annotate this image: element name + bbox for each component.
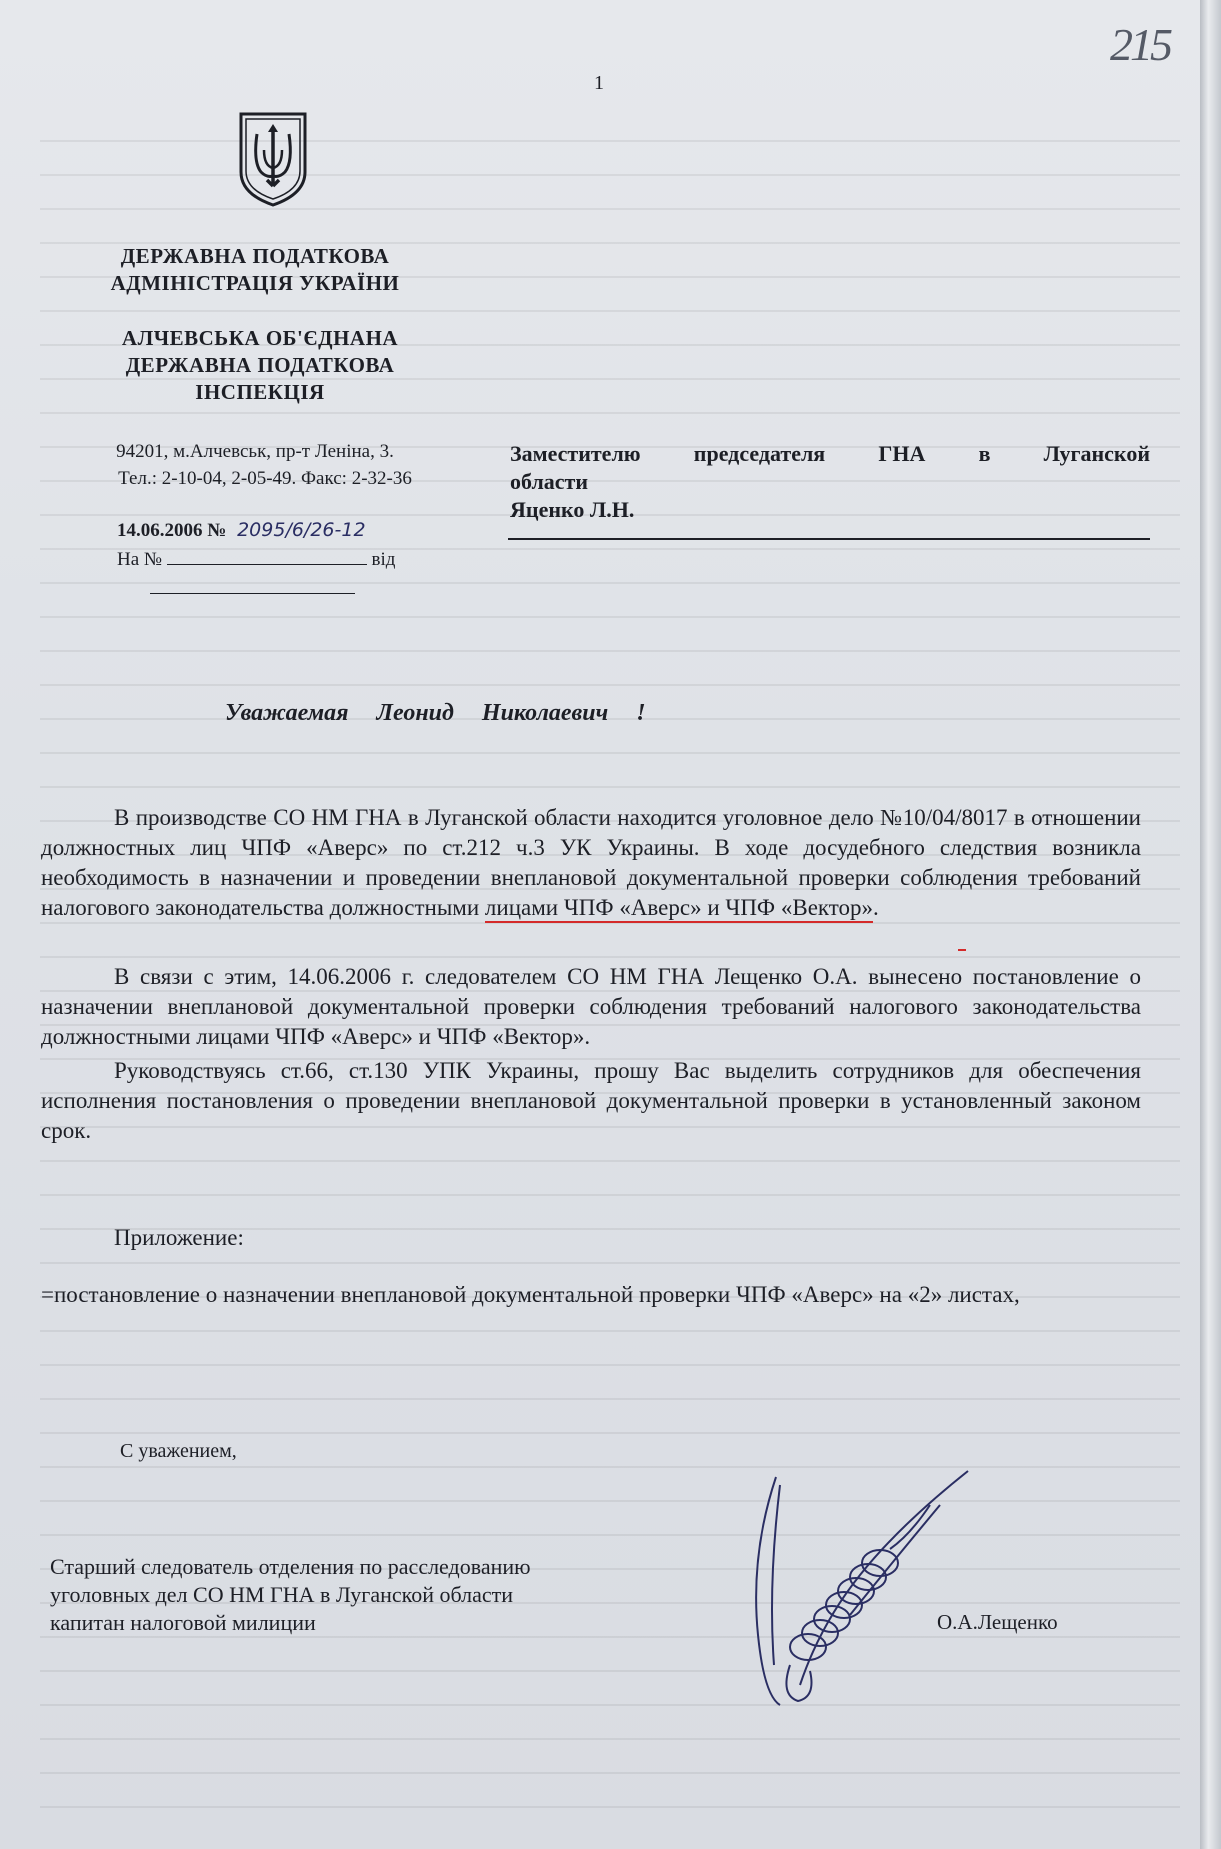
appendix-item: =постановление о назначении внеплановой документальной проверки ЧПФ «Аверс» на «2» листах,: [41, 1282, 1020, 1307]
branch-line2: ДЕРЖАВНА ПОДАТКОВА: [125, 353, 395, 377]
outgoing-number-handwritten: 2095/6/26-12: [237, 519, 366, 541]
org-phones: Тел.: 2-10-04, 2-05-49. Факс: 2-32-36: [118, 468, 412, 489]
org-address: 94201, м.Алчевськ, пр-т Леніна, 3.: [116, 441, 394, 462]
recipient-line1: Заместителю председателя ГНА в Луганской: [510, 441, 1150, 466]
signer-position-line3: капитан налоговой милиции: [50, 1610, 316, 1635]
ref-suffix: від: [371, 549, 396, 570]
org-name-line1: ДЕРЖАВНА ПОДАТКОВА: [120, 244, 390, 268]
red-pen-dash: [958, 949, 966, 951]
branch-line3: ІНСПЕКЦІЯ: [195, 380, 325, 404]
page-edge: [1200, 0, 1221, 1849]
signer-name: О.А.Лещенко: [937, 1610, 1058, 1634]
p1-underlined-text: лицами ЧПФ «Аверс» и ЧПФ «Вектор»: [485, 895, 873, 923]
outgoing-date-number: [117, 519, 366, 542]
body-paragraph-3: Руководствуясь ст.66, ст.130 УПК Украины, прошу Вас выделить сотрудников для обеспечения исполнения постановления о проведении внеплановой документальной проверки в установленный законом срок.: [41, 1058, 1141, 1143]
body-paragraph-2: В связи с этим, 14.06.2006 г. следователем СО НМ ГНА Лещенко О.А. вынесено постановление о назначении внеплановой документальной проверки соблюдения требований налогового законодательства должностными лицами ЧПФ «Аверс» и ЧПФ «Вектор».: [41, 964, 1141, 1049]
trident-emblem-icon: [237, 110, 309, 208]
p1-start: В производстве СО НМ ГНА в Луганской области находится уголовное дело №10/04/8017 в отношении должностных лиц ЧПФ «Аверс» по ст.212 ч.3 УК Украины. В ходе досудебного следствия возникла необходимость в назначении и проведении внеплановой документальной проверки соблюдения требований налогового законодательства должностными: [41, 805, 1141, 920]
closing-phrase: С уважением,: [120, 1440, 237, 1462]
recipient-rule: [508, 538, 1150, 540]
greeting: Уважаемая Леонид Николаевич !: [225, 700, 646, 726]
signer-position: [50, 1553, 670, 1637]
recipient-block: [510, 440, 1150, 524]
org-name-line2: АДМІНІСТРАЦІЯ УКРАЇНИ: [110, 271, 400, 295]
body-paragraph-1: [41, 803, 1141, 923]
p1-end: .: [873, 895, 879, 920]
page-number: 1: [594, 72, 604, 94]
signer-position-line2: уголовных дел СО НМ ГНА в Луганской области: [50, 1582, 514, 1607]
ref-prefix: На №: [117, 549, 163, 570]
corner-handwritten-mark: 215: [1110, 19, 1170, 70]
branch-line1: АЛЧЕВСЬКА ОБ'ЄДНАНА: [121, 326, 399, 350]
outgoing-date: 14.06.2006: [117, 520, 203, 541]
ref-blank: [167, 546, 367, 565]
ref-date-blank: [150, 593, 355, 594]
recipient-line2: области: [510, 469, 589, 494]
signer-position-line1: Старший следователь отделения по расследованию: [50, 1554, 531, 1579]
handwritten-signature: [740, 1465, 990, 1715]
organization-header: [90, 243, 420, 297]
branch-header: [95, 325, 425, 406]
appendix-label: Приложение:: [114, 1225, 244, 1250]
reference-line: [117, 546, 395, 571]
recipient-line3: Яценко Л.Н.: [510, 497, 635, 522]
number-label: №: [207, 520, 227, 541]
